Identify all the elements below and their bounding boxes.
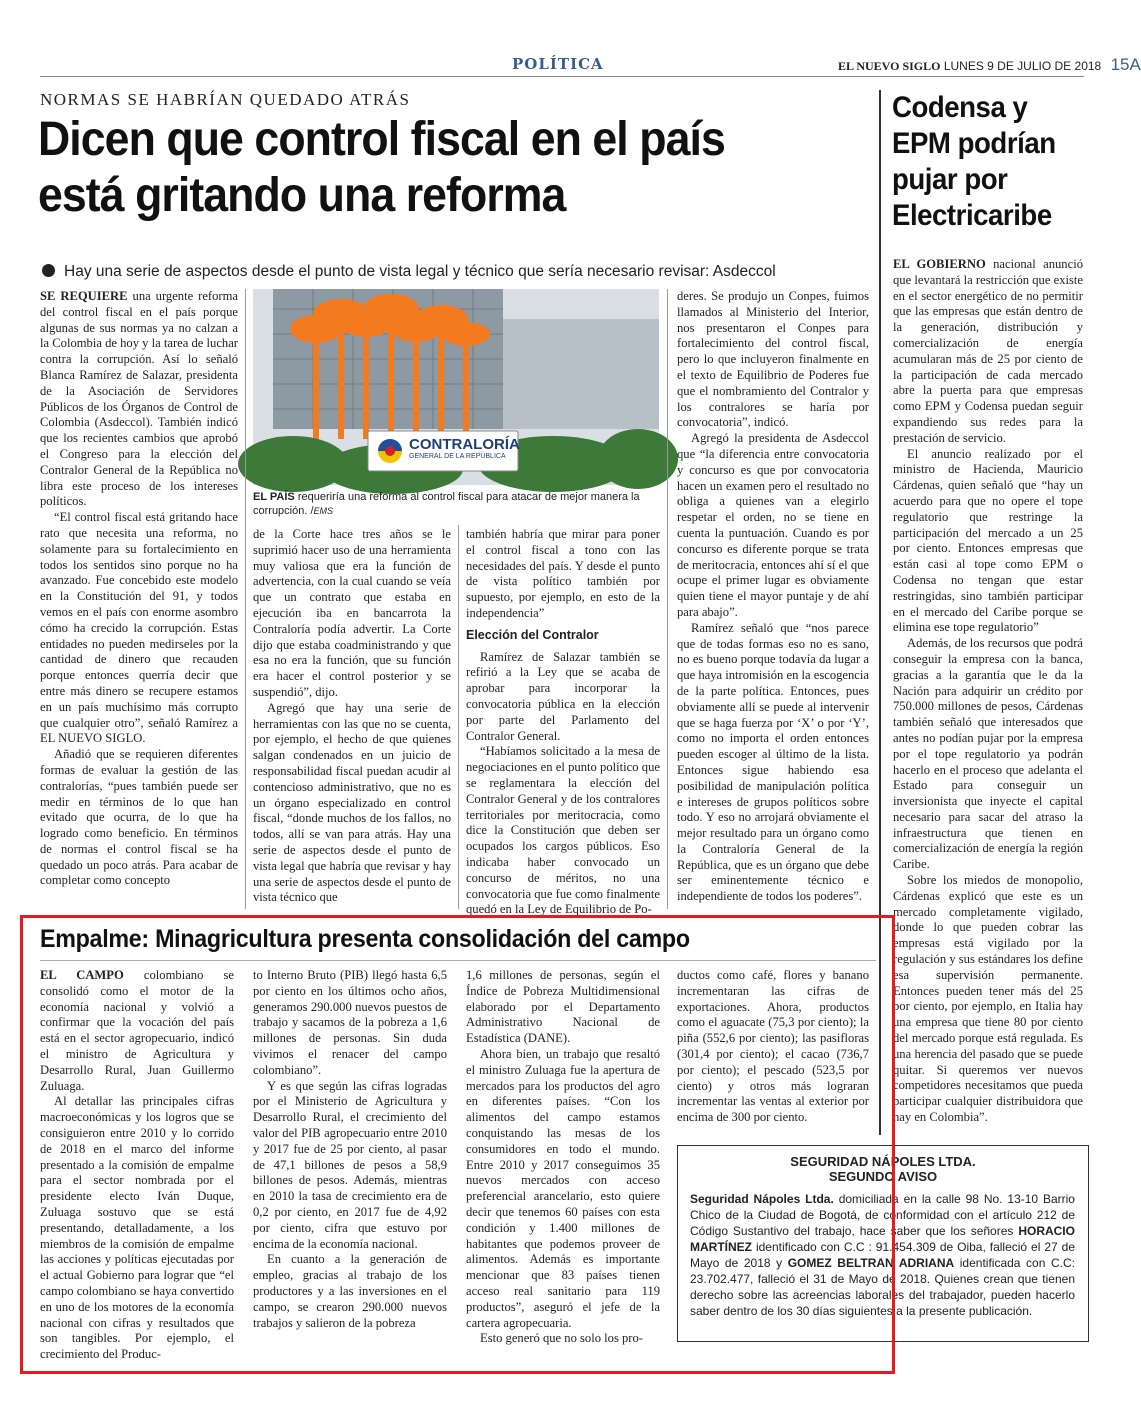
- notice-text: identificado con C.C : 91.454.309 de Oiba, falleció el 27 de Mayo de 2018 y: [690, 1240, 1075, 1270]
- notice-subtitle: SEGUNDO AVISO: [828, 1169, 938, 1184]
- paragraph: [40, 289, 238, 510]
- side-headline: Codensa y EPM podrían pujar por Electricaribe: [892, 91, 1056, 232]
- column-rule: [458, 525, 459, 909]
- paragraph: Agregó la presidenta de Asdeccol que “la diferencia entre convocatoria y concurso es que por convocatoria hacen un examen pero el resultado no obliga a quienes van a elegirlo respetar el orden, no se tiene en cuenta la puntuación. Cuando es por concurso es diferente porque se trata de meritocracia, entonces ahí sí el que ocupe el primer lugar es obviamente quien tiene el mayor puntaje y de ahí para abajo”.: [677, 431, 869, 619]
- paragraph: ductos como café, flores y banano incrementaran las cifras de exportaciones. Ahora, productos como el aguacate (75,3 por ciento); la piña (552,6 por ciento); las pasifloras (301,4 por ciento); el cacao (736,7 por ciento); el pescado (523,5 por ciento) y otros más lograran incrementar las ventas al exterior por encima de 300 por ciento.: [677, 968, 869, 1125]
- paragraph: 1,6 millones de personas, según el Índice de Pobreza Multidimensional elaborado por el Departamento Administrativo Nacional de Estadística (DANE).: [466, 968, 660, 1046]
- issue-date: LUNES 9 DE JULIO DE 2018: [943, 59, 1102, 73]
- paragraph-text: colombiano se consolidó como el motor de la economía nacional y volvió a confirmar que la vocación del país está en el sector agropecuario, indicó el ministro de Agricultura y Desarrollo Rural, Juan Guillermo Zuluaga.: [40, 968, 234, 1093]
- side-article-body: [893, 257, 1083, 1126]
- article-kicker: NORMAS SE HABRÍAN QUEDADO ATRÁS: [40, 90, 411, 109]
- paragraph: En cuanto a la generación de empleo, gracias al trabajo de los productores y a las inversiones en el campo, se crearon 290.000 nuevos trabajos y salieron de la pobreza: [253, 1252, 447, 1330]
- paragraph: Y es que según las cifras logradas por el Ministerio de Agricultura y Desarrollo Rural, el crecimiento del valor del PIB agropecuario entre 2010 y 2017 fue de 25 por ciento, al pasar de 47,1 billones de pesos a 58,9 billones de pesos. Además, mientras en 2010 la tasa de crecimiento era de 0,2 por ciento, en 2017 fue de 4,92 por ciento, cifra que estuvo por encima de la economía nacional.: [253, 1078, 447, 1251]
- page-number: 15A: [1110, 55, 1141, 74]
- main-col-3: [466, 527, 660, 918]
- notice-title: SEGURIDAD NÁPOLES LTDA.: [790, 1154, 976, 1169]
- paragraph: Al detallar las principales cifras macroeconómicas y los logros que se consiguieron entre 2010 y lo corrido de 2018 en el marco del informe presentado a la comisión de empalme para el sector nombrada por el presidente electo Iván Duque, Zuluaga sostuvo que se está presentando, detalladamente, a los miembros de la comisión de empalme las acciones y políticas ejecutadas por el actual Gobierno para lograr que “el campo colombiano se haya convertido en uno de los motores de la economía nacional con cifras y resultados que son tangibles. Por ejemplo, el crecimiento del Produc-: [40, 1094, 234, 1362]
- paragraph: Agregó que hay una serie de herramientas con las que no se cuenta, por ejemplo, el hecho de que quienes salgan condenados en un juicio de responsabilidad fiscal puedan acudir al contencioso administrativo, que no es un órgano especializado en control fiscal, “donde muchos de los fallos, no todos, allí se van para atrás. Hay una serie de aspectos desde el punto de vista legal que habría que revisar y hay una serie de aspectos desde el punto de vista técnico que: [253, 700, 451, 905]
- paragraph: Además, de los recursos que podrá conseguir la empresa con la banca, gracias a la garantía que le da la Nación para adquirir un crédito por 750.000 millones de pesos, Cárdenas también señaló que interesados que antes no podían pujar por la empresa por el tope regulatorio ya podrán hacerlo en el proceso que adelanta el Estado para conseguir un inversionista que inyecte el capital necesario para sacar del atraso la infraestructura que tienen en comercialización de energía la región Caribe.: [893, 636, 1083, 872]
- paragraph: Añadió que se requieren diferentes formas de evaluar la gestión de las contralorías, “pues también puede ser medir en términos de lo que han evitado que ocurra, de lo que ha logrado como beneficio. En términos de normas el control fiscal se ha quedado un poco atrás. Para acabar de completar como concepto: [40, 747, 238, 888]
- lead-in: EL GOBIERNO: [893, 257, 986, 271]
- paragraph: Esto generó que no solo los pro-: [480, 1331, 643, 1346]
- paragraph: [893, 257, 1083, 447]
- notice-text: domiciliada en la calle 98 No. 13-10 Barrio Chico de la Ciudad de Bogotá, de conformidad con el artículo 212 de Código Sustantivo del trabajo, hace saber que los señores: [690, 1192, 1075, 1238]
- paragraph: “Habíamos solicitado a la mesa de negociaciones en el punto político que se reglamentara la elección del Contralor General y de los contralores territoriales por meritocracia, como dice la Constitución que deben ser ocupados los cargos públicos. Eso indicaba haber convocado un concurso de méritos, no una convocatoria que fue como finalmente quedó en la Ley de Equilibrio de Po-: [466, 744, 660, 917]
- subheadline-text: Hay una serie de aspectos desde el punto de vista legal y técnico que sería necesario revisar: Asdeccol: [64, 263, 776, 280]
- paragraph: Ahora bien, un trabajo que resaltó el ministro Zuluaga fue la apertura de mercados para los productos del agro en diferentes países. “Con los alimentos del campo estamos conquistando las mesas de los consumidores en todo el mundo. Entre 2010 y 2017 conseguimos 35 nuevos mercados con acceso preferencial arancelario, esto quiere decir que tenemos 60 países con esta condición y 1.400 millones de habitantes que podemos proveer de alimentos. Además es importante mencionar que 83 países tienen acceso real sanitario para 119 productos”, aseguró el jefe de la cartera agropecuaria.: [466, 1046, 660, 1330]
- photo-caption: [253, 490, 659, 518]
- paragraph: deres. Se produjo un Conpes, fuimos llamados al Ministerio del Interior, nos presentaron el Conpes para fortalecimiento del control fiscal, pero lo que incluyeron finalmente en el texto de Equilibrio de Poderes fue que el nombramiento del Contralor y los contralores se haría por convocatoria”, indicó.: [677, 289, 869, 430]
- paragraph-text: nacional anunció que levantará la restricción que existe en el sector energético de no permitir que las empresas que están dentro de la generación, distribución y comercialización de energía acumularan más de 25 por ciento de la participación de cada mercado abre la puerta para que empresas como EPM y Codensa puedan seguir expandiendo sus redes para la prestación de servicio.: [893, 257, 1083, 445]
- paragraph: de la Corte hace tres años se le suprimió hacer uso de una herramienta muy valiosa que era la función de advertencia, con la cual cuando se veía que un contrato que estaba en ejecución iba en bancarrota la Contraloría podía advertir. La Corte dijo que estaba coadministrando y que esa no era la función, que su función era hacer el control posterior y se suspendió”, dijo.: [253, 527, 451, 699]
- article-headline: Dicen que control fiscal en el país está gritando una reforma: [38, 113, 725, 222]
- masthead: [838, 55, 1141, 75]
- main-col-1: [40, 289, 238, 889]
- section-subhead: Elección del Contralor: [466, 627, 599, 642]
- contraloria-photo: [253, 289, 659, 485]
- paragraph: “El control fiscal está gritando hace rato que necesita una reforma, no solamente para su fortalecimiento en todos los sentidos sino porque no ha avanzado. Fue concebido este modelo en la Constitución del 91, y todos vemos en el país con enorme asombro cómo ha crecido la corrupción. Estas entidades no pueden medirseles por la cantidad de dinero que recauden porque entonces querría decir que entre más dinero se recupere estamos en un país muchísimo más corrupto que cualquier otro”, señaló Ramírez a EL NUEVO SIGLO.: [40, 510, 238, 746]
- caption-lead: EL PAÍS: [253, 491, 295, 503]
- notice-name: HORACIO MARTÍNEZ: [690, 1224, 1075, 1254]
- caption-text: requeriría una reforma al control fiscal para atacar de mejor manera la corrupción. /: [253, 491, 640, 517]
- lead-in: EL CAMPO: [40, 968, 124, 982]
- highlight-box: [20, 915, 895, 1374]
- column-rule: [245, 289, 246, 909]
- sign-title: CONTRALORÍA: [409, 436, 520, 453]
- paragraph-text: una urgente reforma del control fiscal en el país porque algunas de sus normas ya no calzan a la Colombia de hoy y la tarea de luchar contra la corrupción. Así lo señaló Blanca Ramírez de Salazar, presidenta de la Asociación de Servidores Públicos de los Órganos de Control de Colombia (Asdeccol). También indicó que los recientes cambios que aprobó el Congreso para la elección del Contralor General de la República no libra este proceso de los intereses políticos.: [40, 289, 239, 509]
- caption-credit: EMS: [313, 506, 334, 516]
- lead-in: SE REQUIERE: [40, 289, 128, 303]
- notice-name: GOMEZ BELTRAN ADRIANA: [787, 1256, 955, 1270]
- paper-name: EL NUEVO SIGLO: [838, 59, 941, 73]
- column-rule: [667, 289, 668, 909]
- notice-text: identificada con C.C: 23.702.477, falleció el 31 de Mayo de 2018. Quienes crean que tienen derecho sobre las acreencias laborales del trabajador, pueden hacerlo saber dentro de los 30 días siguientes a la presente publicación.: [690, 1256, 1075, 1318]
- bullet-icon: [42, 264, 55, 277]
- main-col-4: [677, 289, 869, 905]
- notice-company: Seguridad Nápoles Ltda.: [690, 1192, 834, 1206]
- header-rule: [40, 76, 1084, 77]
- sign-subtitle: GENERAL DE LA REPÚBLICA: [409, 453, 506, 460]
- second-headline: Empalme: Minagricultura presenta consolidación del campo: [40, 925, 690, 953]
- paragraph: Ramírez de Salazar también se refirió a la Ley que se acaba de aprobar para incorporar la convocatoria pública en la elección por parte del Parlamento del Contralor General.: [466, 649, 660, 743]
- main-col-2: [253, 527, 451, 906]
- photo-sign-text: [409, 436, 519, 460]
- paragraph: Ramírez señaló que “nos parece que de todas formas eso no es sano, no es bueno porque todavía da lugar a que haya intromisión en la escogencia de la parte política. Entonces, pues obviamente allí se puede al intervenir que se haga fuerza por ‘X’ o por ‘Y’, como no importa el orden entonces pueden escoger al último de la lista. Entonces sigue habiendo esa posibilidad de manipulación política e intereses de grupos políticos sobre todo. Y eso no arrojará obviamente el mejor resultado para un órgano como la Contraloría General de la República, que es un órgano que debe ser eminentemente técnico e independiente de todos los poderes”.: [677, 620, 869, 904]
- paragraph: to Interno Bruto (PIB) llegó hasta 6,5 por ciento en los últimos ocho años, generamos 290.000 nuevos puestos de trabajo y sacamos de la pobreza a 1,6 millones de personas. Sin duda vivimos el renacer del campo colombiano”.: [253, 968, 447, 1077]
- paragraph: también habría que mirar para poner el control fiscal a tono con las necesidades del país. Y desde el punto de vista político también por supuesto, por ejemplo, en esto de la independencia”: [466, 527, 660, 620]
- paragraph: El anuncio realizado por el ministro de Hacienda, Mauricio Cárdenas, quien señaló que “hay un acuerdo para que no opere el tope regulatorio que restringe la participación del mercado a un 25 por ciento. Entonces empresas que están casi al tope como EPM o Codensa no tengan que estar restringidas, sino también participar en el mercado del Caribe porque se elimina ese tope regulatorio”: [893, 446, 1083, 635]
- article-subheadline: [42, 263, 872, 281]
- paragraph: Sobre los miedos de monopolio, Cárdenas explicó que este es un mercado completamente vigilado, donde lo que pueden cobrar las empresas está vigilado por la regulación y sus estándares los define esa supervisión permanente. Entonces pueden tener más del 25 por ciento, por ejemplo, en Italia hay una empresa que tiene 80 por ciento del mercado porque está regulada. Es una herencia del pasado que se puede quitar. Si queremos ver nuevos competidores necesitamos que pueda participar cualquier distribuidora que hay en Colombia”.: [893, 873, 1083, 1125]
- section-label: POLÍTICA: [512, 55, 604, 73]
